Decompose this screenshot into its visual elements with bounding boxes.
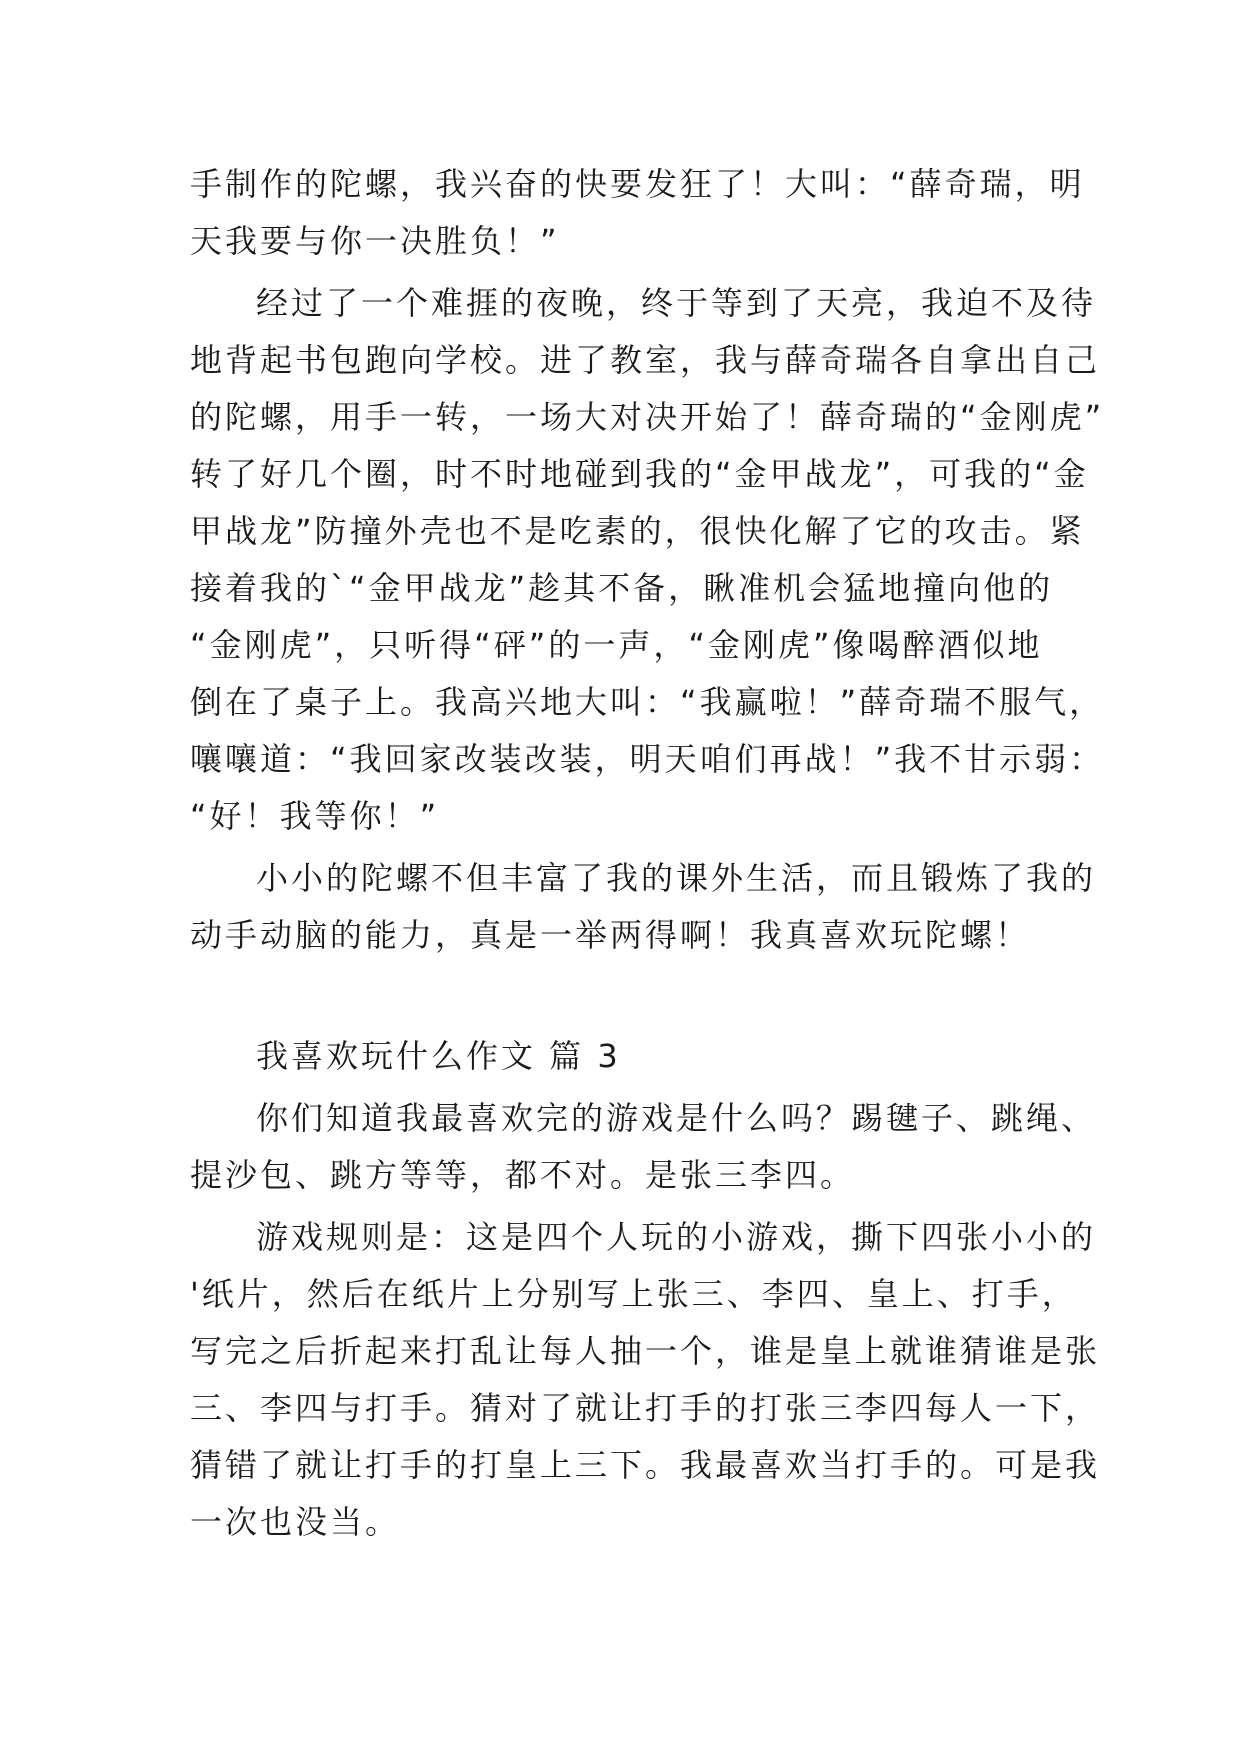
paragraph-2-line-9: 嚷嚷道：“我回家改装改装，明天咱们再战！”我不甘示弱：	[190, 740, 1105, 778]
paragraph-5-line-1: 游戏规则是：这是四个人玩的小游戏，撕下四张小小的	[256, 1218, 1097, 1256]
paragraph-2-line-5: 甲战龙”防撞外壳也不是吃素的，很快化解了它的攻击。紧	[190, 512, 1085, 550]
paragraph-2-line-3: 的陀螺，用手一转，一场大对决开始了！薛奇瑞的“金刚虎”	[190, 398, 1105, 436]
paragraph-5-line-5: 猜错了就让打手的打皇上三下。我最喜欢当打手的。可是我	[190, 1446, 1101, 1484]
paragraph-5-line-2: '纸片，然后在纸片上分别写上张三、李四、皇上、打手，	[190, 1275, 1077, 1313]
section-heading: 我喜欢玩什么作文 篇 3	[256, 1037, 621, 1075]
paragraph-2-line-2: 地背起书包跑向学校。进了教室，我与薛奇瑞各自拿出自己	[190, 341, 1101, 379]
paragraph-2-line-10: “好！我等你！”	[190, 797, 440, 835]
paragraph-2-line-4: 转了好几个圈，时不时地碰到我的“金甲战龙”，可我的“金	[190, 455, 1089, 493]
paragraph-3-line-2: 动手动脑的能力，真是一举两得啊！我真喜欢玩陀螺！	[190, 916, 1031, 954]
paragraph-1-line-1: 手制作的陀螺，我兴奋的快要发狂了！大叫：“薛奇瑞，明	[190, 165, 1085, 203]
paragraph-2-line-8: 倒在了桌子上。我高兴地大叫：“我赢啦！”薛奇瑞不服气，	[190, 683, 1105, 721]
paragraph-5-line-6: 一次也没当。	[190, 1503, 401, 1541]
paragraph-1-line-2: 天我要与你一决胜负！”	[190, 222, 560, 260]
paragraph-5-line-4: 三、李四与打手。猜对了就让打手的打张三李四每人一下，	[190, 1389, 1101, 1427]
paragraph-2-line-1: 经过了一个难捱的夜晚，终于等到了天亮，我迫不及待	[256, 284, 1097, 322]
paragraph-5-line-3: 写完之后折起来打乱让每人抽一个，谁是皇上就谁猜谁是张	[190, 1332, 1101, 1370]
paragraph-3-line-1: 小小的陀螺不但丰富了我的课外生活，而且锻炼了我的	[256, 859, 1097, 897]
paragraph-2-line-7: “金刚虎”，只听得“砰”的一声，“金刚虎”像喝醉酒似地	[190, 626, 1043, 664]
paragraph-4-line-2: 提沙包、跳方等等，都不对。是张三李四。	[190, 1156, 856, 1194]
paragraph-4-line-1: 你们知道我最喜欢完的游戏是什么吗？踢毽子、跳绳、	[256, 1099, 1097, 1137]
paragraph-2-line-6: 接着我的`“金甲战龙”趁其不备，瞅准机会猛地撞向他的	[190, 569, 1054, 607]
